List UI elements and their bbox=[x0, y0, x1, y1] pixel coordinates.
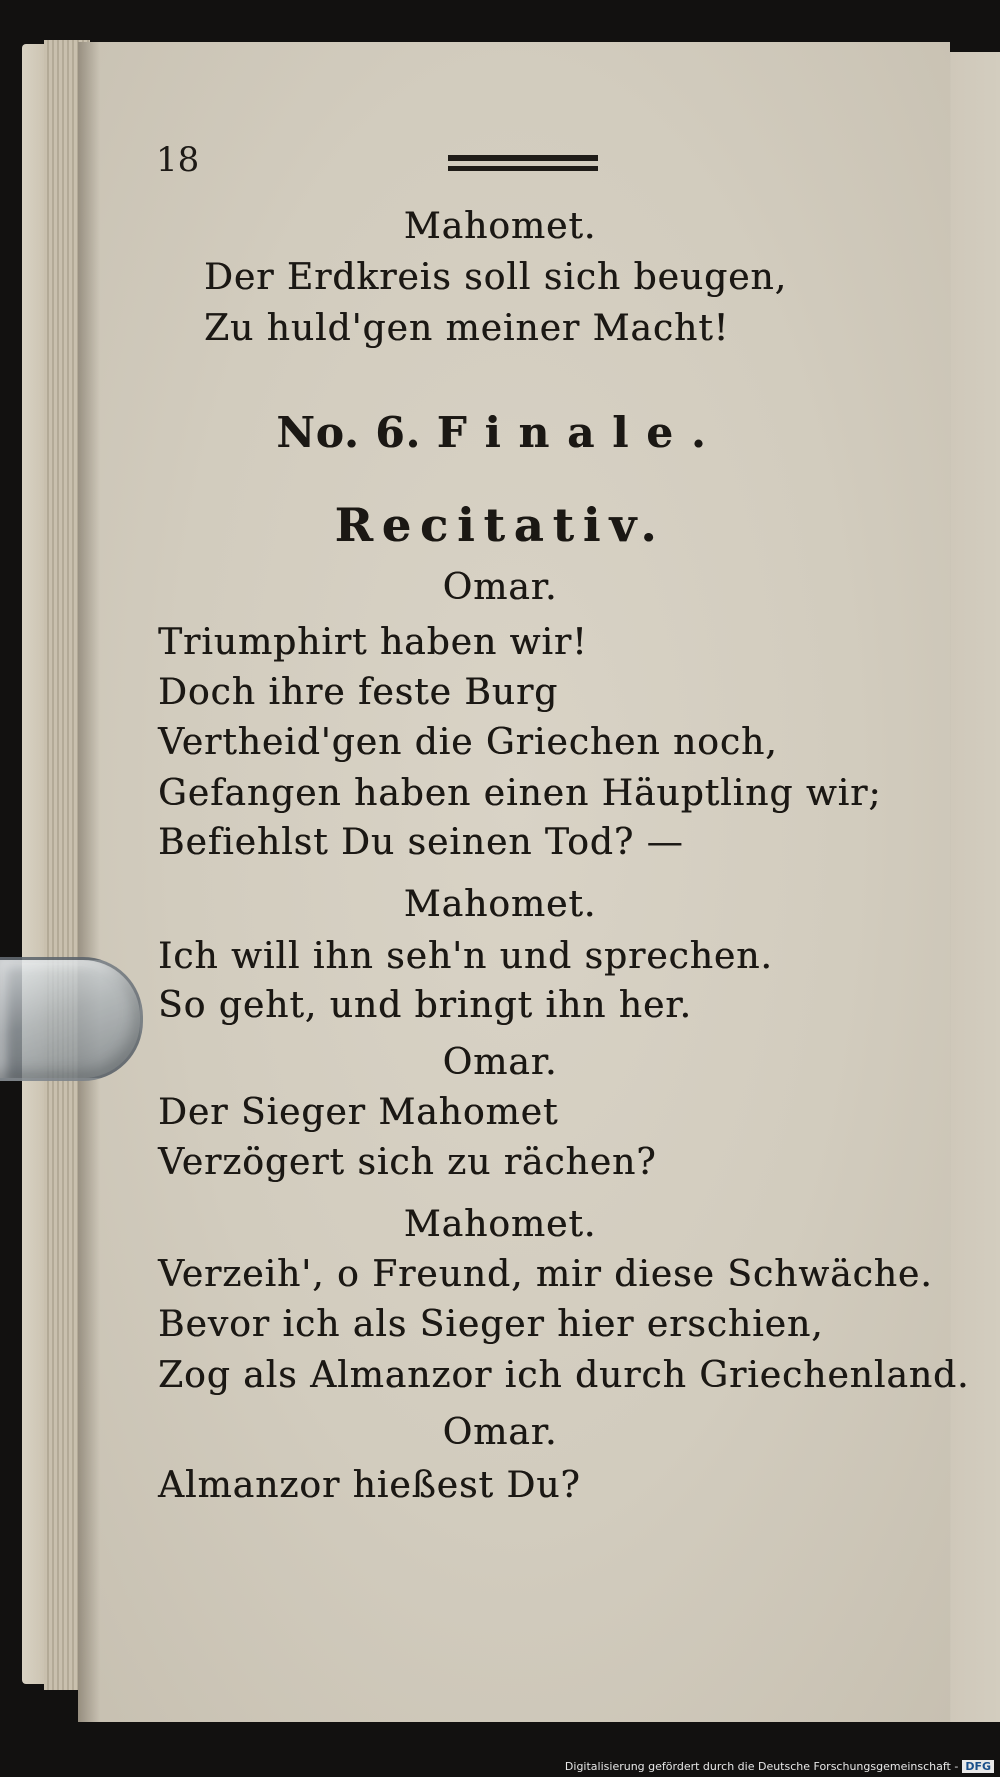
speaker-mahomet-3: Mahomet. bbox=[403, 1204, 597, 1245]
header-rule-thin bbox=[448, 166, 598, 171]
subheading-recitativ: Recitativ. bbox=[334, 498, 666, 552]
section-number: No. 6. bbox=[276, 408, 422, 457]
header-rule bbox=[448, 155, 598, 173]
verse-line-9: So geht, und bringt ihn her. bbox=[158, 985, 692, 1026]
verse-line-11: Verzögert sich zu rächen? bbox=[158, 1142, 657, 1183]
verse-line-8: Ich will ihn seh'n und sprechen. bbox=[158, 936, 773, 977]
verse-line-4: Doch ihre feste Burg bbox=[158, 672, 559, 713]
verse-line-14: Zog als Almanzor ich durch Griechenland. bbox=[158, 1355, 970, 1396]
section-title: Finale. bbox=[436, 408, 724, 457]
speaker-omar-3: Omar. bbox=[442, 1412, 558, 1453]
verse-line-2: Zu huld'gen meiner Macht! bbox=[204, 308, 730, 349]
page-number: 18 bbox=[156, 140, 200, 180]
speaker-omar-1: Omar. bbox=[442, 567, 558, 608]
verse-line-13: Bevor ich als Sieger hier erschien, bbox=[158, 1304, 824, 1345]
gutter-shadow bbox=[78, 42, 100, 1722]
speaker-omar-2: Omar. bbox=[442, 1042, 558, 1083]
verse-line-12: Verzeih', o Freund, mir diese Schwäche. bbox=[158, 1254, 933, 1295]
credit-text: Digitalisierung gefördert durch die Deutsche Forschungsgemeinschaft - bbox=[564, 1760, 959, 1773]
page-holder-clip bbox=[0, 957, 143, 1081]
speaker-mahomet-1: Mahomet. bbox=[403, 206, 597, 247]
speaker-mahomet-2: Mahomet. bbox=[403, 884, 597, 925]
section-heading bbox=[0, 408, 1000, 457]
dfg-logo: DFG bbox=[962, 1760, 994, 1773]
verse-line-3: Triumphirt haben wir! bbox=[158, 622, 588, 663]
digitization-credit bbox=[565, 1760, 994, 1773]
verse-line-1: Der Erdkreis soll sich beugen, bbox=[204, 257, 788, 298]
verse-line-10: Der Sieger Mahomet bbox=[158, 1092, 559, 1133]
verse-line-7: Befiehlst Du seinen Tod? — bbox=[158, 822, 684, 863]
verse-line-6: Gefangen haben einen Häuptling wir; bbox=[158, 773, 882, 814]
verse-line-5: Vertheid'gen die Griechen noch, bbox=[158, 722, 778, 763]
header-rule-thick bbox=[448, 155, 598, 161]
verse-line-15: Almanzor hießest Du? bbox=[158, 1465, 581, 1506]
